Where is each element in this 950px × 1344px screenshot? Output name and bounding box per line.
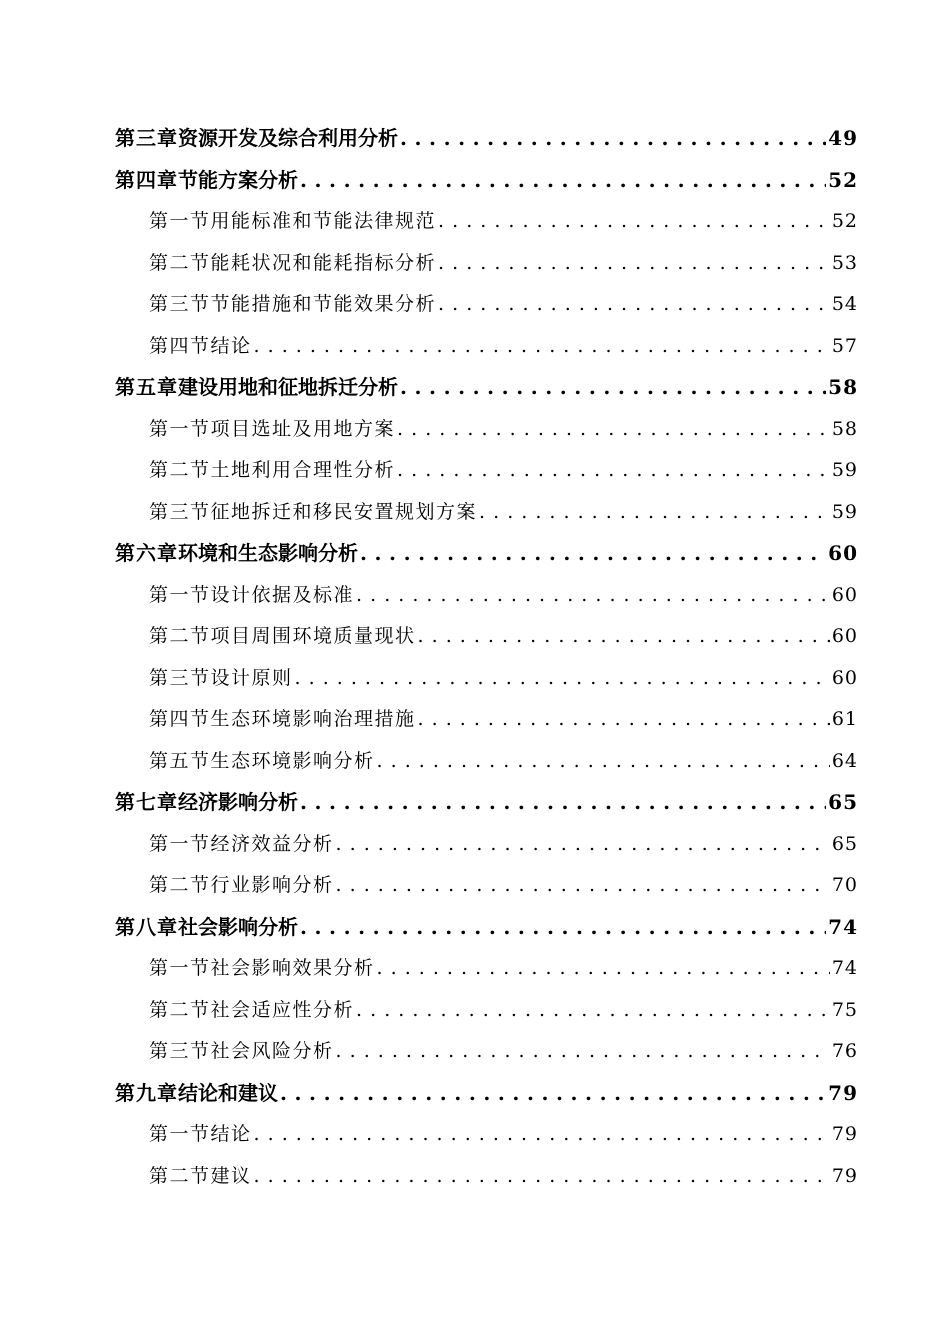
- section-title: 社会适应性分析: [210, 998, 355, 1021]
- section-label: 第一节: [149, 417, 211, 440]
- toc-chapter-row[interactable]: [115, 782, 858, 824]
- section-label: 第一节: [149, 583, 211, 606]
- chapter-title: 资源开发及综合利用分析: [178, 126, 398, 150]
- toc-section-row[interactable]: [115, 1031, 858, 1073]
- section-title: 行业影响分析: [210, 874, 334, 896]
- section-title: 生态环境影响分析: [210, 749, 375, 772]
- dot-leader: [280, 1073, 826, 1115]
- page-number: 52: [831, 210, 858, 232]
- toc-section-row[interactable]: [115, 824, 858, 866]
- section-label: 第一节: [149, 1123, 211, 1145]
- toc-chapter-row[interactable]: [115, 533, 858, 575]
- toc-section-row[interactable]: [115, 575, 858, 617]
- section-label: 第三节: [149, 666, 211, 689]
- dot-leader: [254, 326, 830, 368]
- toc-section-row[interactable]: [115, 990, 858, 1032]
- section-label: 第二节: [149, 1164, 211, 1187]
- section-label: 第二节: [149, 998, 211, 1021]
- dot-leader: [400, 118, 826, 160]
- toc-chapter-row[interactable]: [115, 160, 858, 202]
- dot-leader: [295, 658, 830, 700]
- section-label: 第三节: [149, 1040, 211, 1062]
- page-number: 79: [828, 1080, 858, 1105]
- page-number: 60: [831, 625, 858, 647]
- toc-section-row[interactable]: [115, 741, 858, 783]
- section-title: 生态环境影响治理措施: [210, 708, 416, 730]
- section-title: 项目选址及用地方案: [210, 417, 396, 440]
- page-number: 54: [831, 293, 858, 315]
- dot-leader: [479, 492, 830, 534]
- chapter-label: 第五章: [115, 375, 178, 399]
- section-title: 社会影响效果分析: [210, 957, 375, 979]
- dot-leader: [377, 741, 830, 783]
- section-title: 土地利用合理性分析: [210, 459, 396, 481]
- toc-section-row[interactable]: [115, 409, 858, 451]
- chapter-label: 第六章: [115, 541, 178, 565]
- page-number: 74: [828, 914, 858, 939]
- table-of-contents: [115, 118, 858, 1197]
- chapter-label: 第八章: [115, 914, 178, 939]
- toc-chapter-row[interactable]: [115, 1073, 858, 1115]
- dot-leader: [397, 450, 830, 492]
- chapter-title: 社会影响分析: [178, 914, 298, 939]
- section-label: 第二节: [149, 625, 211, 647]
- chapter-label: 第三章: [115, 126, 178, 150]
- toc-section-row[interactable]: [115, 1114, 858, 1156]
- section-label: 第三节: [149, 500, 211, 523]
- section-title: 节能措施和节能效果分析: [210, 293, 437, 315]
- section-title: 项目周围环境质量现状: [210, 625, 416, 647]
- toc-section-row[interactable]: [115, 699, 858, 741]
- page-number: 59: [831, 459, 858, 481]
- page-number: 70: [831, 874, 858, 896]
- dot-leader: [356, 575, 830, 617]
- toc-section-row[interactable]: [115, 865, 858, 907]
- section-label: 第三节: [149, 293, 211, 315]
- page-number: 79: [831, 1164, 858, 1187]
- chapter-title: 结论和建议: [178, 1080, 278, 1105]
- chapter-label: 第九章: [115, 1080, 178, 1105]
- chapter-title: 经济影响分析: [178, 790, 298, 814]
- section-title: 结论: [210, 1123, 252, 1145]
- section-title: 设计依据及标准: [210, 583, 355, 606]
- section-title: 征地拆迁和移民安置规划方案: [210, 500, 478, 523]
- page-number: 65: [828, 790, 858, 814]
- section-label: 第四节: [149, 334, 211, 357]
- toc-section-row[interactable]: [115, 948, 858, 990]
- dot-leader: [336, 824, 830, 866]
- page-number: 60: [831, 666, 858, 689]
- toc-section-row[interactable]: [115, 326, 858, 368]
- page-number: 76: [831, 1040, 858, 1062]
- section-title: 结论: [210, 334, 252, 357]
- toc-section-row[interactable]: [115, 616, 858, 658]
- page-number: 58: [828, 375, 858, 399]
- chapter-title: 环境和生态影响分析: [178, 541, 358, 565]
- section-label: 第二节: [149, 251, 211, 274]
- dot-leader: [438, 201, 830, 243]
- page-number: 61: [831, 708, 858, 730]
- page-number: 59: [831, 500, 858, 523]
- dot-leader: [254, 1156, 830, 1198]
- toc-section-row[interactable]: [115, 1156, 858, 1198]
- page-number: 75: [831, 998, 858, 1021]
- dot-leader: [336, 1031, 830, 1073]
- section-label: 第四节: [149, 708, 211, 730]
- dot-leader: [336, 865, 830, 907]
- dot-leader: [438, 284, 830, 326]
- dot-leader: [418, 616, 830, 658]
- section-title: 用能标准和节能法律规范: [210, 210, 437, 232]
- toc-chapter-row[interactable]: [115, 367, 858, 409]
- toc-chapter-row[interactable]: [115, 907, 858, 949]
- toc-section-row[interactable]: [115, 658, 858, 700]
- dot-leader: [300, 907, 826, 949]
- dot-leader: [300, 782, 826, 824]
- page-number: 65: [831, 832, 858, 855]
- page-number: 60: [828, 541, 858, 565]
- dot-leader: [300, 160, 826, 202]
- dot-leader: [377, 948, 830, 990]
- page-number: 79: [831, 1123, 858, 1145]
- dot-leader: [418, 699, 830, 741]
- section-title: 能耗状况和能耗指标分析: [210, 251, 437, 274]
- section-label: 第二节: [149, 874, 211, 896]
- dot-leader: [400, 367, 826, 409]
- chapter-title: 建设用地和征地拆迁分析: [178, 375, 398, 399]
- toc-section-row[interactable]: [115, 201, 858, 243]
- page-number: 60: [831, 583, 858, 606]
- chapter-label: 第七章: [115, 790, 178, 814]
- page-number: 64: [831, 749, 858, 772]
- toc-section-row[interactable]: [115, 243, 858, 285]
- dot-leader: [254, 1114, 830, 1156]
- section-label: 第五节: [149, 749, 211, 772]
- page-number: 49: [828, 126, 858, 150]
- page-number: 74: [831, 957, 858, 979]
- toc-section-row[interactable]: [115, 284, 858, 326]
- section-title: 社会风险分析: [210, 1040, 334, 1062]
- dot-leader: [360, 533, 826, 575]
- section-label: 第二节: [149, 459, 211, 481]
- section-label: 第一节: [149, 210, 211, 232]
- page-number: 58: [831, 417, 858, 440]
- section-label: 第一节: [149, 832, 211, 855]
- dot-leader: [356, 990, 830, 1032]
- page-number: 52: [828, 167, 858, 192]
- section-title: 设计原则: [210, 666, 293, 689]
- chapter-label: 第四章: [115, 167, 178, 192]
- chapter-title: 节能方案分析: [178, 167, 298, 192]
- toc-chapter-row[interactable]: [115, 118, 858, 160]
- dot-leader: [397, 409, 830, 451]
- section-title: 经济效益分析: [210, 832, 334, 855]
- toc-section-row[interactable]: [115, 492, 858, 534]
- page-number: 53: [831, 251, 858, 274]
- page-number: 57: [831, 334, 858, 357]
- section-label: 第一节: [149, 957, 211, 979]
- dot-leader: [438, 243, 830, 285]
- section-title: 建议: [210, 1164, 252, 1187]
- toc-section-row[interactable]: [115, 450, 858, 492]
